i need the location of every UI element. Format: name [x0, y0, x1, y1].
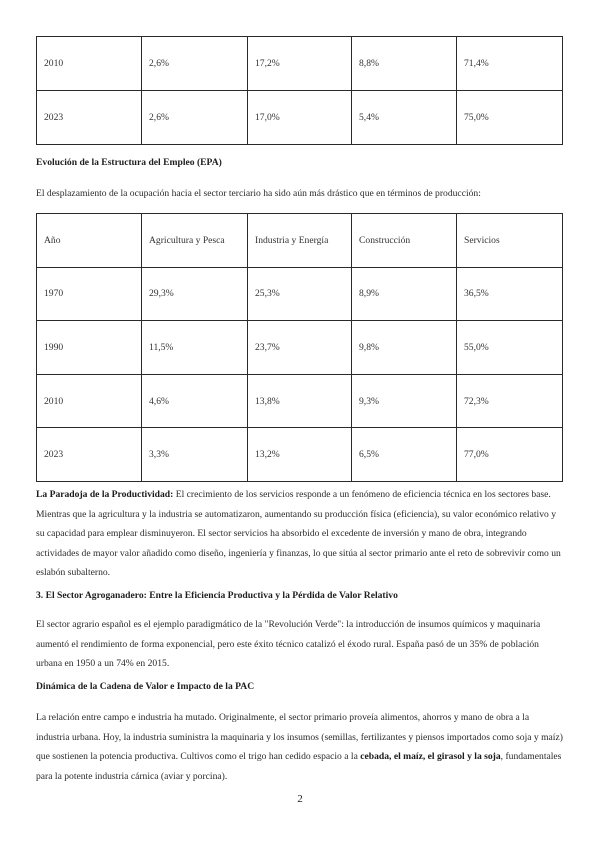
table-cell: 13,8% — [248, 374, 352, 428]
table-cell: 3,3% — [142, 428, 248, 482]
table-cell: 1990 — [37, 321, 142, 375]
table-cell: 4,6% — [142, 374, 248, 428]
table-cell: 36,5% — [457, 267, 563, 321]
column-header: Industria y Energía — [248, 214, 352, 268]
table-cell: 29,3% — [142, 267, 248, 321]
section-intro-epa: El desplazamiento de la ocupación hacia el sector terciario ha sido aún más drástico que en términos de producción: — [36, 188, 481, 199]
column-header: Construcción — [352, 214, 457, 268]
table-header-row — [37, 214, 563, 268]
column-header: Servicios — [457, 214, 563, 268]
table-row — [37, 91, 563, 145]
table-row — [37, 267, 563, 321]
table-cell: 5,4% — [352, 91, 457, 145]
table-cell: 9,3% — [352, 374, 457, 428]
table-cell: 23,7% — [248, 321, 352, 375]
table-cell: 2,6% — [142, 91, 248, 145]
table-row — [37, 374, 563, 428]
section-heading-pac: Dinámica de la Cadena de Valor e Impacto de la PAC — [36, 681, 255, 692]
employment-structure-table — [36, 213, 563, 482]
table-cell: 13,2% — [248, 428, 352, 482]
table-cell: 71,4% — [457, 37, 563, 91]
table-cell: 17,0% — [248, 91, 352, 145]
column-header: Agricultura y Pesca — [142, 214, 248, 268]
paradox-paragraph — [36, 485, 564, 583]
section-3-paragraph: El sector agrario español es el ejemplo paradigmático de la "Revolución Verde": la introducción de insumos químicos y maquinaria aumentó el rendimiento de forma exponencial, pero este éxito técnico catalizó el éxodo rural. España pasó de un 35% de población urbana en 1950 a un 74% en 2015. — [36, 619, 541, 670]
pac-bold-crops: cebada, el maíz, el girasol y la soja — [360, 751, 501, 763]
table-cell: 1970 — [37, 267, 142, 321]
table-row — [37, 37, 563, 91]
pac-paragraph — [36, 708, 564, 786]
table-cell: 2023 — [37, 428, 142, 482]
section-heading-3: 3. El Sector Agroganadero: Entre la Eficiencia Productiva y la Pérdida de Valor Relativo — [36, 590, 398, 601]
table-cell: 11,5% — [142, 321, 248, 375]
table-cell: 77,0% — [457, 428, 563, 482]
table-row — [37, 428, 563, 482]
table-cell: 25,3% — [248, 267, 352, 321]
column-header: Año — [37, 214, 142, 268]
table-cell: 6,5% — [352, 428, 457, 482]
table-cell: 75,0% — [457, 91, 563, 145]
table-row — [37, 321, 563, 375]
table-cell: 9,8% — [352, 321, 457, 375]
paradox-label: La Paradoja de la Productividad: — [36, 489, 174, 500]
table-cell: 2010 — [37, 374, 142, 428]
table-cell: 17,2% — [248, 37, 352, 91]
page-number: 2 — [297, 793, 303, 805]
paradox-text: El crecimiento de los servicios responde a un fenómeno de eficiencia técnica en los sectores base. Mientras que la agricultura y la industria se automatizaron, aumentando su producción física (eficiencia), su valor económico relativo y su capacidad para emplear disminuyeron. El sector servicios ha absorbido el excedente de inversión y mano de obra, integrando actividades de mayor valor añadido como diseño, ingeniería y finanzas, lo que sitúa al sector primario ante el reto de sobrevivir como un eslabón subalterno. — [36, 489, 561, 579]
table-cell: 8,9% — [352, 267, 457, 321]
pac-text-a: La relación entre campo e industria ha mutado. Originalmente, el sector primario proveía alimentos, ahorros y mano de obra a la industria urbana. Hoy, la industria suministra la maquinaria y los insumos (semillas, fertilizantes y piensos importados como soja y maíz) que sostienen la potencia productiva. Cultivos como el trigo han cedido espacio a la — [36, 712, 563, 763]
table-cell: 55,0% — [457, 321, 563, 375]
table-cell: 2010 — [37, 37, 142, 91]
pac-text-b: , fundamentales para la potente industria cárnica (aviar y porcina). — [36, 751, 562, 782]
table-cell: 2,6% — [142, 37, 248, 91]
sector-share-table-continued — [36, 36, 563, 145]
section-heading-epa: Evolución de la Estructura del Empleo (EPA) — [36, 157, 222, 168]
table-cell: 2023 — [37, 91, 142, 145]
table-cell: 8,8% — [352, 37, 457, 91]
table-cell: 72,3% — [457, 374, 563, 428]
